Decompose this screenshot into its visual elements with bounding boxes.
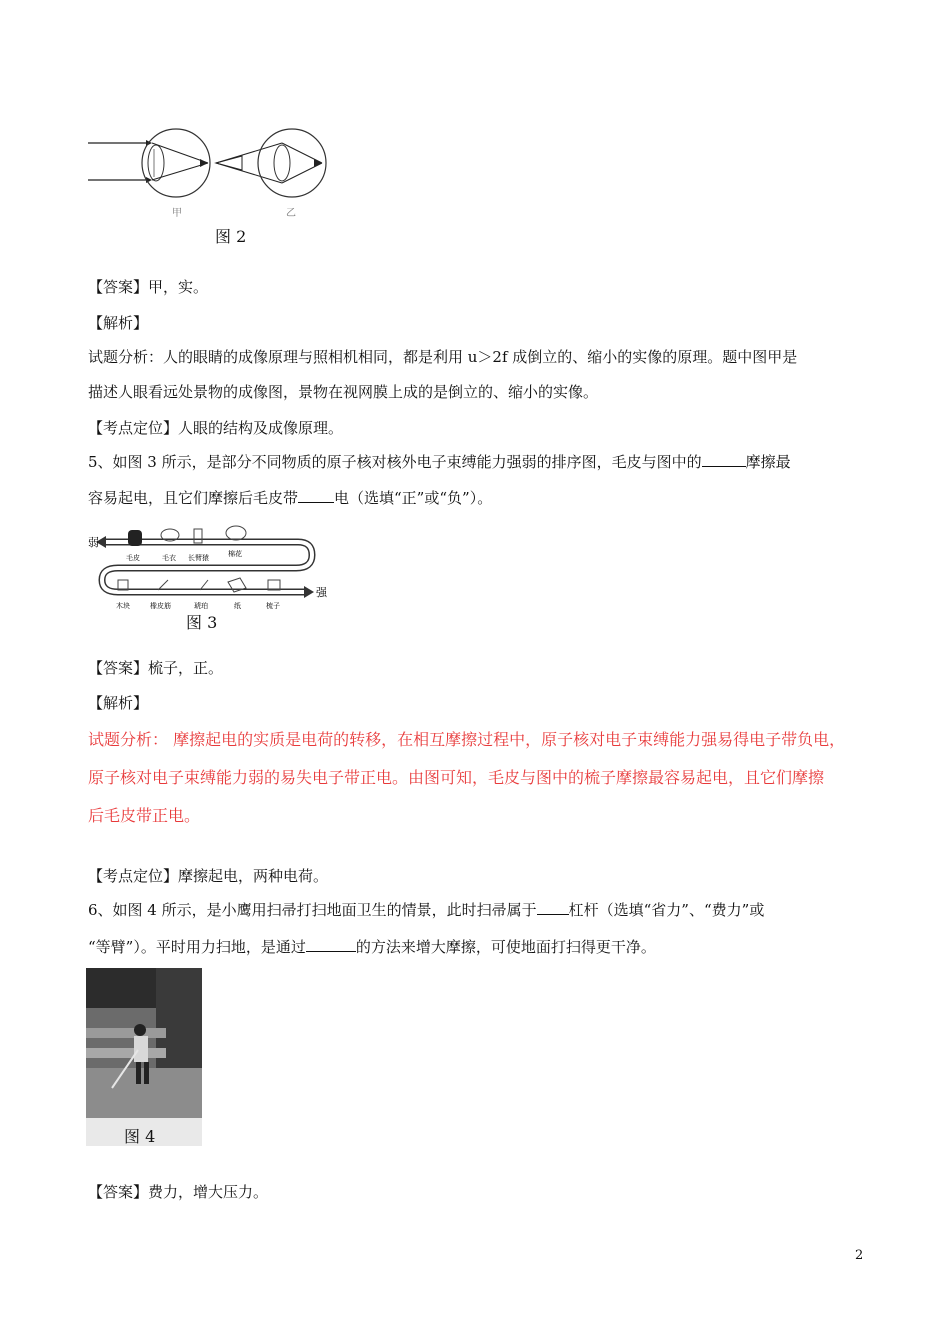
q4-analysis-heading: 【解析】 — [88, 314, 149, 332]
page-number: 2 — [855, 1248, 864, 1263]
svg-text:甲: 甲 — [172, 208, 182, 218]
q6-question-line-1 — [88, 900, 764, 920]
q4-analysis-line-1: 试题分析：人的眼睛的成像原理与照相机相同，都是利用 u＞2f 成倒立的、缩小的实像的原理。题中图甲是 — [88, 348, 798, 366]
q6-blank-2 — [306, 937, 356, 952]
q5-analysis-line-1: 试题分析： 摩擦起电的实质是电荷的转移，在相互摩擦过程中，原子核对电子束缚能力强易得电子带负电， — [88, 730, 846, 749]
figure-4-photo — [86, 968, 202, 1118]
sweeping-photo — [86, 968, 202, 1118]
q4-answer: 【答案】甲，实。 — [88, 278, 209, 296]
q6-text-1b: 杠杆（选填“省力”、“费力”或 — [568, 901, 765, 919]
item-bottom-2: 橡皮筋 — [150, 602, 171, 610]
weak-label: 弱 — [88, 536, 99, 549]
item-bottom-1: 木块 — [116, 602, 130, 610]
q5-blank-2 — [298, 488, 334, 503]
strong-label: 强 — [316, 586, 327, 599]
eye-diagrams — [86, 118, 346, 218]
q5-text-2a: 容易起电，且它们摩擦后毛皮带 — [88, 489, 299, 507]
item-bottom-5: 梳子 — [266, 602, 280, 610]
item-top-3: 长臂猿 — [188, 554, 209, 562]
triboelectric-series-diagram — [88, 520, 328, 615]
q6-blank-1 — [537, 900, 569, 915]
q6-answer: 【答案】费力，增大压力。 — [88, 1183, 269, 1201]
q6-question-line-2 — [88, 937, 656, 957]
svg-text:乙: 乙 — [286, 208, 296, 218]
q5-text-1a: 5、如图 3 所示，是部分不同物质的原子核对核外电子束缚能力强弱的排序图，毛皮与图中的 — [88, 453, 702, 471]
item-top-1: 毛皮 — [126, 554, 140, 562]
item-bottom-3: 琥珀 — [194, 602, 208, 610]
q6-text-1a: 6、如图 4 所示，是小鹰用扫帚打扫地面卫生的情景，此时扫帚属于 — [88, 901, 537, 919]
figure-2-caption: 图 2 — [215, 227, 247, 246]
q5-question-line-1 — [88, 452, 791, 472]
q6-text-2b: 的方法来增大摩擦，可使地面打扫得更干净。 — [355, 938, 656, 956]
figure-4-caption: 图 4 — [124, 1127, 156, 1146]
q6-text-2a: “等臂”）。平时用力扫地，是通过 — [88, 938, 306, 956]
figure-3-caption: 图 3 — [186, 613, 218, 632]
q5-topic: 【考点定位】摩擦起电，两种电荷。 — [88, 867, 329, 885]
q5-blank-1 — [702, 452, 746, 467]
item-top-4: 棉花 — [228, 550, 242, 558]
q5-question-line-2 — [88, 488, 492, 508]
q5-text-2b: 电（选填“正”或“负”）。 — [334, 489, 493, 507]
q4-analysis-line-2: 描述人眼看远处景物的成像图，景物在视网膜上成的是倒立的、缩小的实像。 — [88, 383, 599, 401]
q5-analysis-line-3: 后毛皮带正电。 — [88, 806, 201, 825]
item-bottom-4: 纸 — [234, 602, 241, 610]
q5-analysis-line-2: 原子核对电子束缚能力弱的易失电子带正电。由图可知，毛皮与图中的梳子摩擦最容易起电，且它们摩擦 — [88, 768, 825, 787]
q5-answer: 【答案】梳子，正。 — [88, 659, 224, 677]
q5-text-1b: 摩擦最 — [745, 453, 791, 471]
item-top-2: 毛衣 — [162, 554, 176, 562]
q4-topic: 【考点定位】人眼的结构及成像原理。 — [88, 419, 344, 437]
q5-analysis-heading: 【解析】 — [88, 694, 149, 712]
